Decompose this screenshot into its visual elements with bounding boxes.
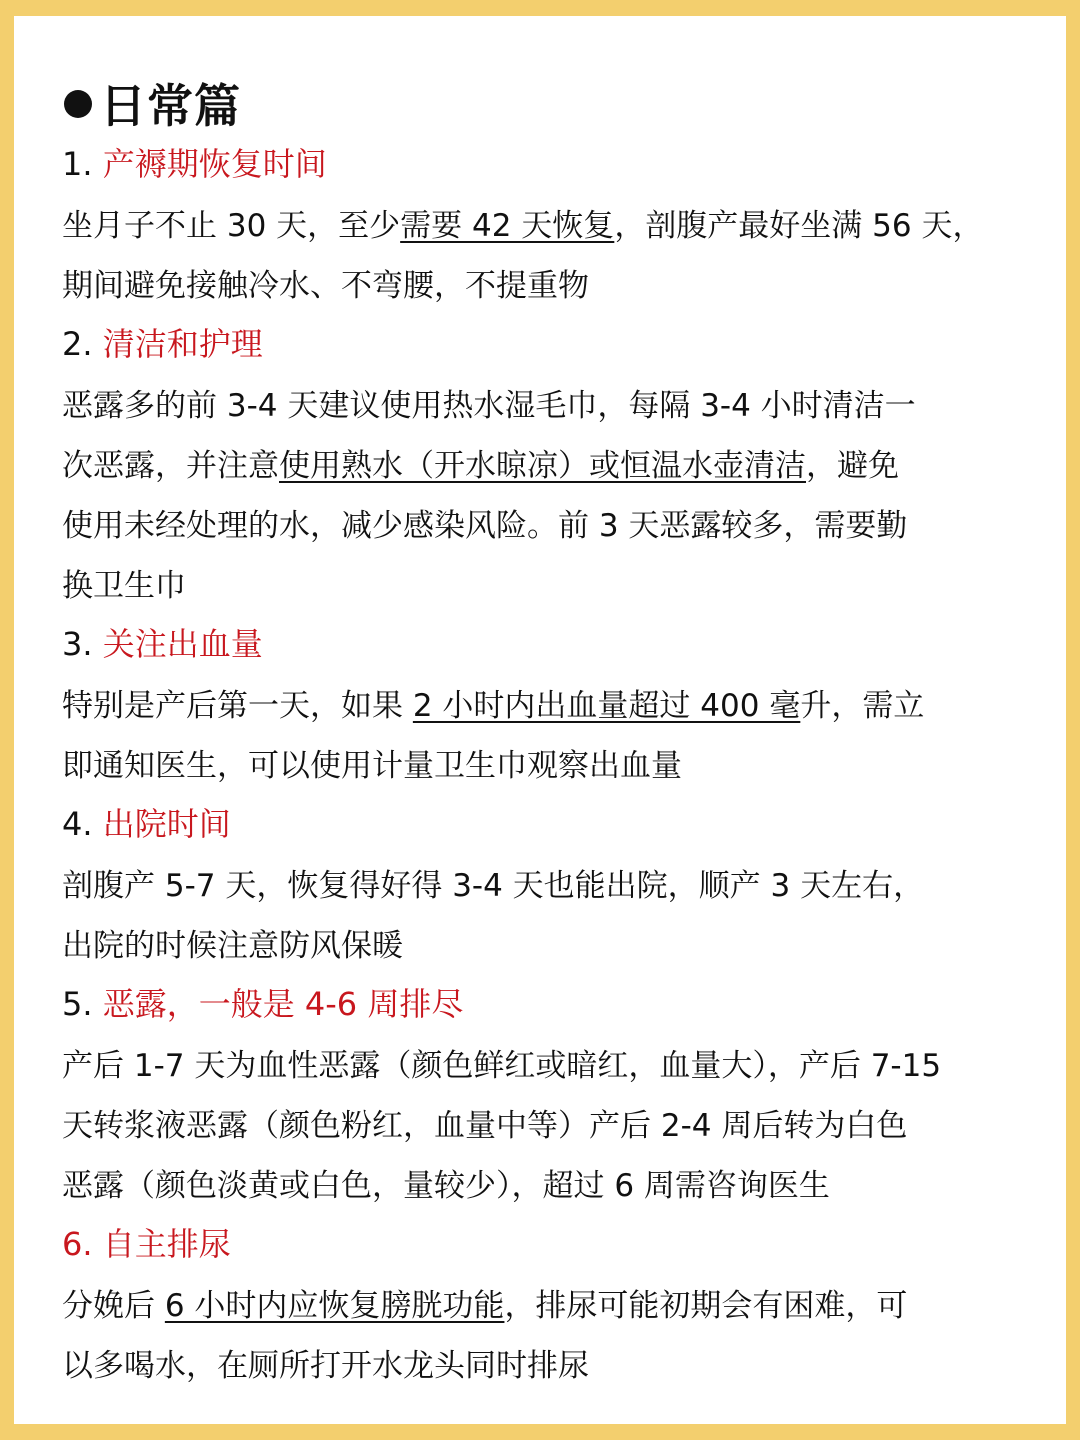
bullet-dot-icon (64, 90, 92, 118)
page-title (64, 74, 241, 138)
body-line (62, 564, 186, 608)
text-segment: 恶露（颜色淡黄或白色，量较少），超过 6 周需咨询医生 (62, 1168, 830, 1204)
section-heading-3 (62, 622, 263, 666)
section-heading-1 (62, 142, 327, 186)
underlined-text: 6 小时内应恢复膀胱功能 (164, 1288, 505, 1324)
text-segment: 特别是产后第一天，如果 (62, 688, 413, 724)
section-heading-4 (62, 802, 231, 846)
body-line (62, 684, 924, 728)
text-segment: 使用未经处理的水，减少感染风险。前 3 天恶露较多，需要勤 (62, 508, 908, 544)
text-segment: 换卫生巾 (62, 568, 186, 604)
text-segment: 次恶露，并注意 (62, 448, 279, 484)
section-heading-5 (62, 982, 463, 1026)
body-line (62, 444, 899, 488)
section-heading-text: 产褥期恢复时间 (102, 145, 327, 183)
body-line (62, 1104, 907, 1148)
text-segment: 期间避免接触冷水、不弯腰，不提重物 (62, 268, 589, 304)
section-number: 5. (62, 985, 93, 1023)
underlined-text: 需要 42 天恢复 (400, 208, 615, 244)
text-segment: 即通知医生，可以使用计量卫生巾观察出血量 (62, 748, 682, 784)
text-segment: ，剖腹产最好坐满 56 天， (614, 208, 984, 244)
body-line (62, 924, 403, 968)
section-heading-text: 清洁和护理 (102, 325, 263, 363)
body-line (62, 864, 924, 908)
text-segment: 产后 1-7 天为血性恶露（颜色鲜红或暗红，血量大），产后 7-15 (62, 1048, 942, 1084)
text-segment: 出院的时候注意防风保暖 (62, 928, 403, 964)
body-line (62, 264, 589, 308)
section-heading-text: 自主排尿 (102, 1225, 231, 1263)
section-number: 2. (62, 325, 93, 363)
section-heading-6 (62, 1222, 231, 1266)
section-number: 1. (62, 145, 93, 183)
page-title-text: 日常篇 (100, 79, 241, 133)
body-line (62, 384, 916, 428)
body-line (62, 744, 682, 788)
text-segment: 天转浆液恶露（颜色粉红，血量中等）产后 2-4 周后转为白色 (62, 1108, 908, 1144)
text-segment: 以多喝水，在厕所打开水龙头同时排尿 (62, 1348, 589, 1384)
text-segment: ，避免 (806, 448, 899, 484)
section-heading-text: 关注出血量 (102, 625, 263, 663)
body-line (62, 204, 983, 248)
content-card (14, 16, 1066, 1424)
body-line (62, 504, 907, 548)
section-heading-text: 恶露，一般是 4-6 周排尽 (102, 985, 464, 1023)
text-segment: 剖腹产 5-7 天，恢复得好得 3-4 天也能出院，顺产 3 天左右， (62, 868, 925, 904)
underlined-text: 使用熟水（开水晾凉）或恒温水壶清洁 (279, 448, 806, 484)
body-line (62, 1044, 941, 1088)
section-heading-2 (62, 322, 263, 366)
section-number: 4. (62, 805, 93, 843)
body-line (62, 1164, 830, 1208)
text-segment: 坐月子不止 30 天，至少 (62, 208, 401, 244)
section-number: 3. (62, 625, 93, 663)
section-number: 6. (62, 1225, 93, 1263)
section-heading-text: 出院时间 (102, 805, 231, 843)
text-segment: 升，需立 (800, 688, 925, 724)
body-line (62, 1284, 907, 1328)
text-segment: 恶露多的前 3-4 天建议使用热水湿毛巾，每隔 3-4 小时清洁一 (62, 388, 916, 424)
body-line (62, 1344, 589, 1388)
underlined-text: 2 小时内出血量超过 400 毫 (412, 688, 801, 724)
text-segment: ，排尿可能初期会有困难，可 (504, 1288, 908, 1324)
text-segment: 分娩后 (62, 1288, 165, 1324)
